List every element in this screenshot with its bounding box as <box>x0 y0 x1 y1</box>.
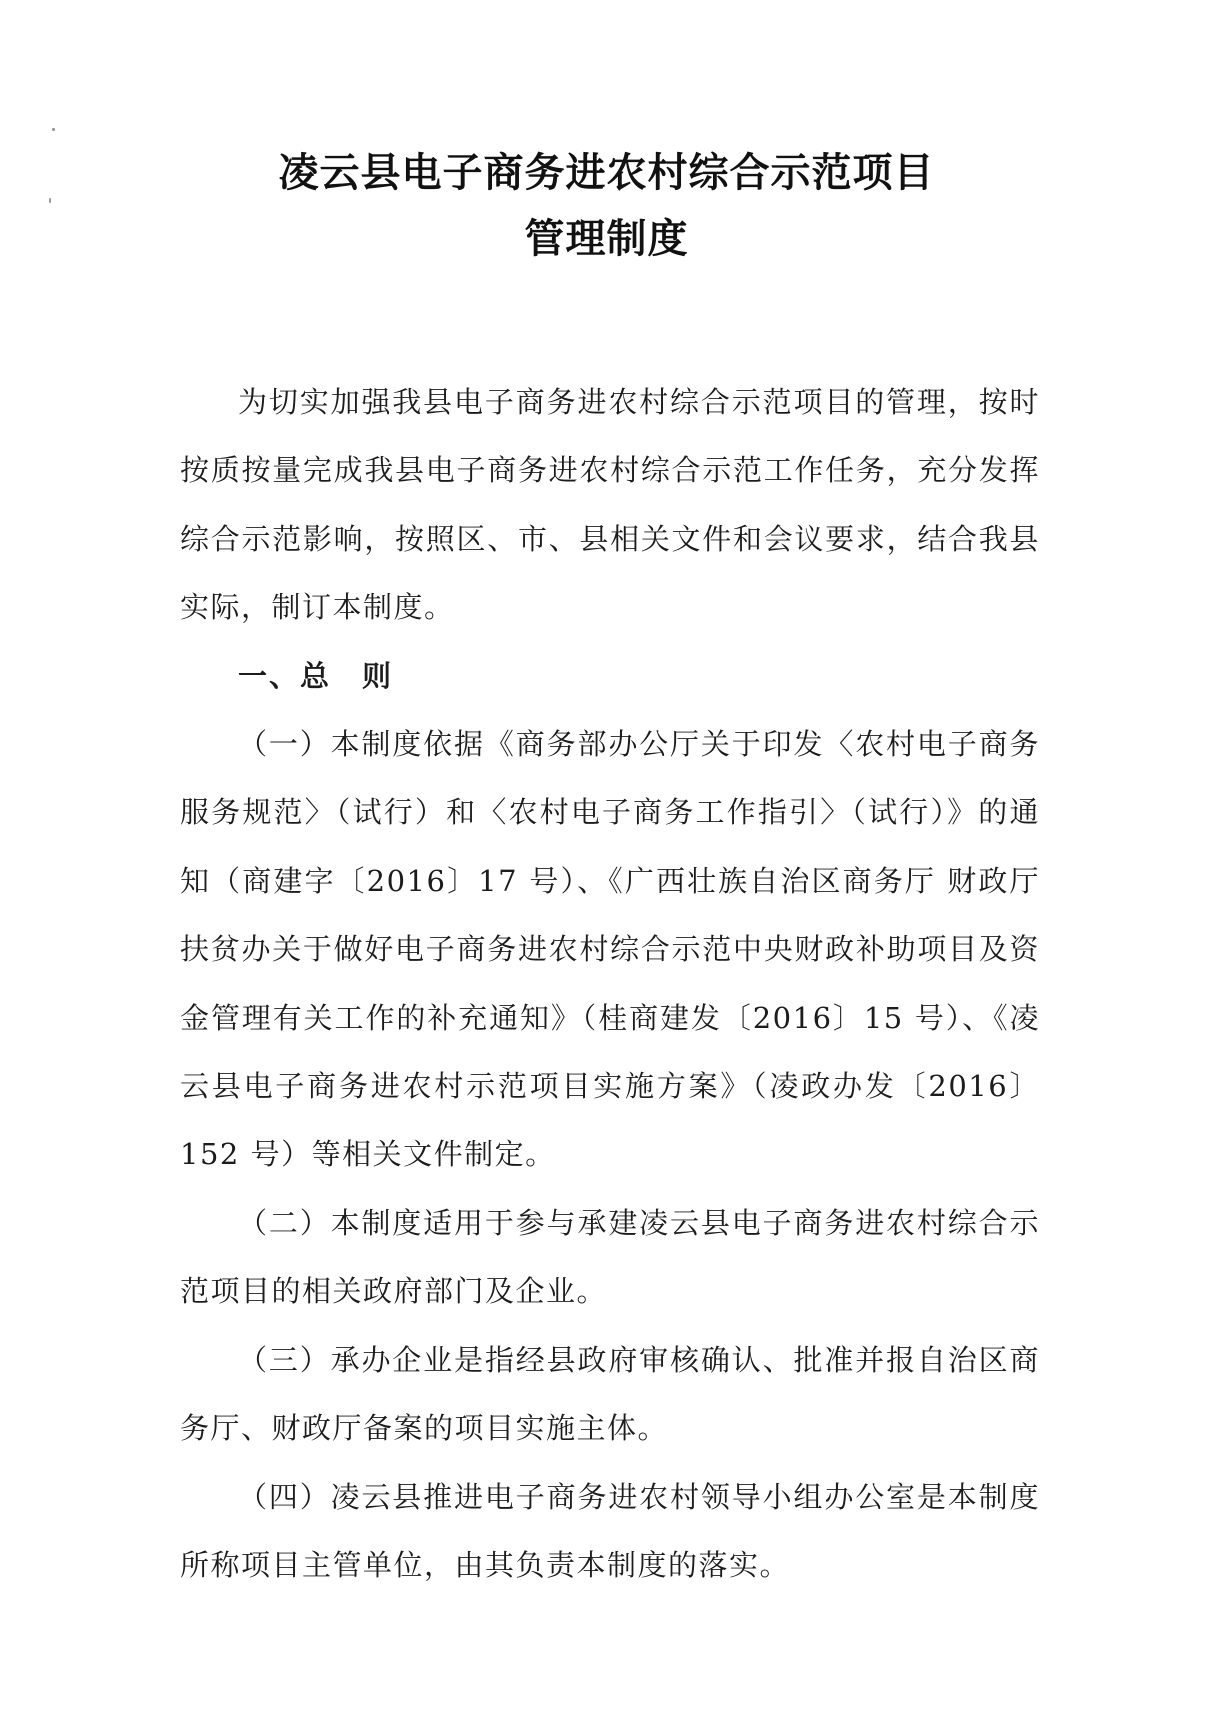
scan-speck <box>52 128 55 131</box>
clause-2: （二）本制度适用于参与承建凌云县电子商务进农村综合示范项目的相关政府部门及企业。 <box>180 1205 1040 1309</box>
document-body <box>180 368 1040 1599</box>
clause-1: （一）本制度依据《商务部办公厅关于印发〈农村电子商务服务规范〉（试行）和〈农村电子商务工作指引〉（试行）》的通知（商建字〔2016〕17 号）、《广西壮族自治区商务厅 财政厅扶贫办关于做好电子商务进农村综合示范中央财政补助项目及资金管理有关工作的补充通知》（桂商建发〔2016〕15 号）、《凌云县电子商务进农村示范项目实施方案》（凌政办发〔2016〕152 号）等相关文件制定。 <box>180 727 1040 1172</box>
intro-paragraph: 为切实加强我县电子商务进农村综合示范项目的管理，按时按质按量完成我县电子商务进农村综合示范工作任务，充分发挥综合示范影响，按照区、市、县相关文件和会议要求，结合我县实际，制订本制度。 <box>180 385 1040 625</box>
clause-4: （四）凌云县推进电子商务进农村领导小组办公室是本制度所称项目主管单位，由其负责本制度的落实。 <box>180 1479 1040 1582</box>
clause-3: （三）承办企业是指经县政府审核确认、批准并报自治区商务厅、财政厅备案的项目实施主体。 <box>180 1342 1040 1446</box>
section-heading-general: 一、总 则 <box>238 658 394 693</box>
document-title <box>0 140 1213 272</box>
title-line-1: 凌云县电子商务进农村综合示范项目 <box>278 149 935 196</box>
title-line-2: 管理制度 <box>524 215 689 262</box>
